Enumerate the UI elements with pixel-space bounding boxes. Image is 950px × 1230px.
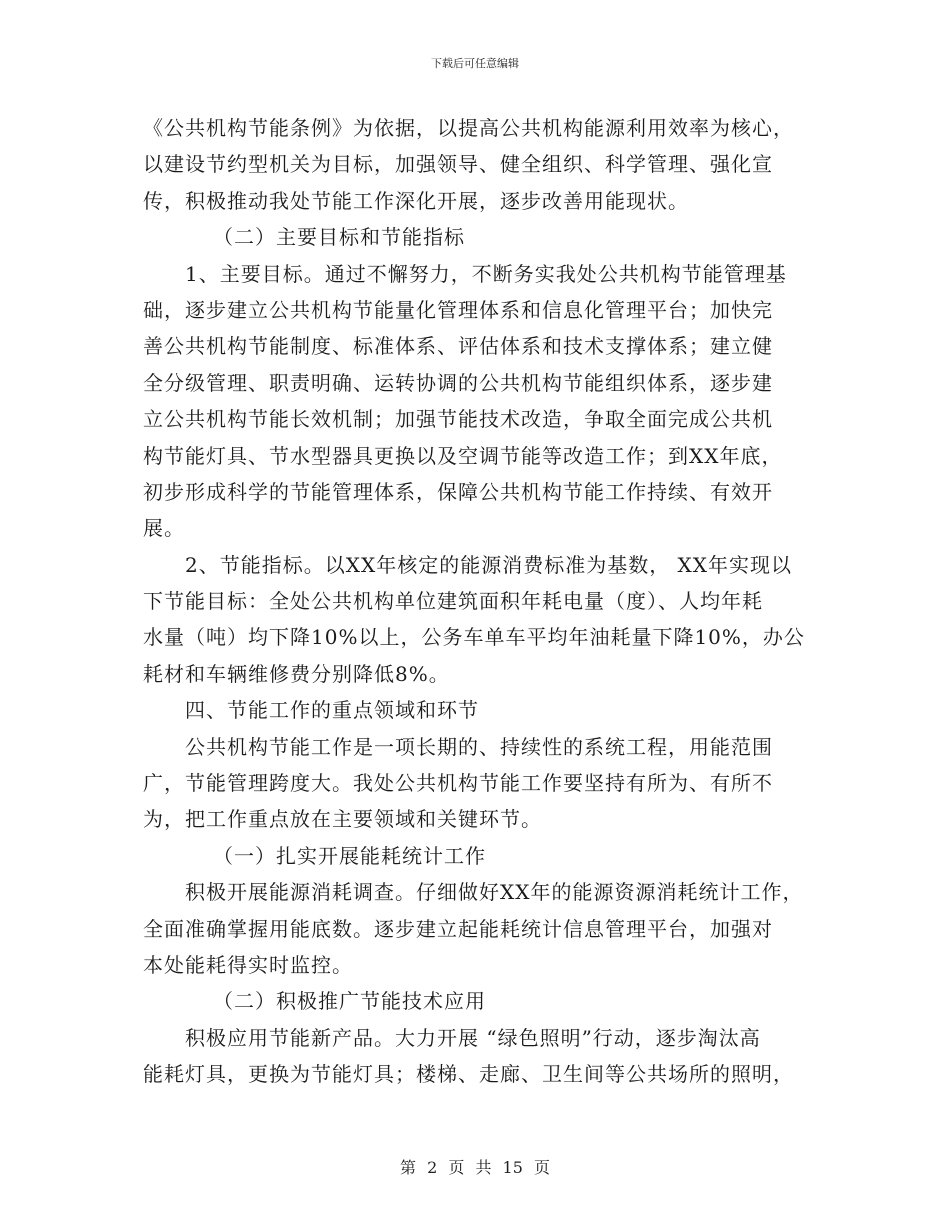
paragraph-start: 2、节能指标。以XX年核定的能源消费标准为基数， XX年实现以 xyxy=(185,552,793,577)
body-line: 《公共机构节能条例》为依据，以提高公共机构能源利用效率为核心， xyxy=(143,116,794,140)
body-line: 下节能目标：全处公共机构单位建筑面积年耗电量（度）、人均年耗 xyxy=(143,589,763,614)
body-line: 以建设节约型机关为目标，加强领导、健全组织、科学管理、强化宣 xyxy=(143,152,773,177)
body-line: 初步形成科学的节能管理体系，保障公共机构节能工作持续、有效开 xyxy=(143,479,773,504)
body-line: 全分级管理、职责明确、运转协调的公共机构节能组织体系，逐步建 xyxy=(143,370,773,395)
paragraph-start: 积极开展能源消耗调查。仔细做好XX年的能源资源消耗统计工作， xyxy=(185,880,804,905)
page-header-note: 下载后可任意编辑 xyxy=(431,57,519,70)
body-line: 善公共机构节能制度、标准体系、评估体系和技术支撑体系；建立健 xyxy=(143,334,773,359)
body-line: 全面准确掌握用能底数。逐步建立起能耗统计信息管理平台，加强对 xyxy=(143,916,773,941)
body-line: 展。 xyxy=(143,516,185,541)
section-heading: （二）主要目标和节能指标 xyxy=(213,225,465,250)
body-line: 为，把工作重点放在主要领域和关键环节。 xyxy=(143,807,542,832)
section-heading: （一）扎实开展能耗统计工作 xyxy=(213,843,486,868)
body-line: 传，积极推动我处节能工作深化开展，逐步改善用能现状。 xyxy=(143,188,689,213)
paragraph-start: 积极应用节能新产品。大力开展 “绿色照明”行动，逐步淘汰高 xyxy=(185,1025,761,1050)
section-heading: （二）积极推广节能技术应用 xyxy=(213,989,486,1014)
body-line: 立公共机构节能长效机制；加强节能技术改造，争取全面完成公共机 xyxy=(143,407,773,432)
document-body xyxy=(143,110,815,1093)
body-line: 能耗灯具，更换为节能灯具；楼梯、走廊、卫生间等公共场所的照明， xyxy=(143,1062,794,1087)
paragraph-start: 公共机构节能工作是一项长期的、持续性的系统工程，用能范围 xyxy=(185,734,773,759)
body-line: 本处能耗得实时监控。 xyxy=(143,952,353,977)
page-number-footer: 第 2 页 共 15 页 xyxy=(400,1158,550,1177)
section-heading: 四、节能工作的重点领域和环节 xyxy=(185,698,479,723)
body-line: 础，逐步建立公共机构节能量化管理体系和信息化管理平台；加快完 xyxy=(143,297,773,322)
paragraph-start: 1、主要目标。通过不懈努力，不断务实我处公共机构节能管理基 xyxy=(185,261,787,286)
body-line: 广，节能管理跨度大。我处公共机构节能工作要坚持有所为、有所不 xyxy=(143,771,773,796)
body-line: 构节能灯具、节水型器具更换以及空调节能等改造工作；到XX年底， xyxy=(143,443,783,468)
body-line: 耗材和车辆维修费分别降低8%。 xyxy=(143,661,450,686)
body-line: 水量（吨）均下降10%以上，公务车单车平均年油耗量下降10%，办公 xyxy=(143,625,805,650)
